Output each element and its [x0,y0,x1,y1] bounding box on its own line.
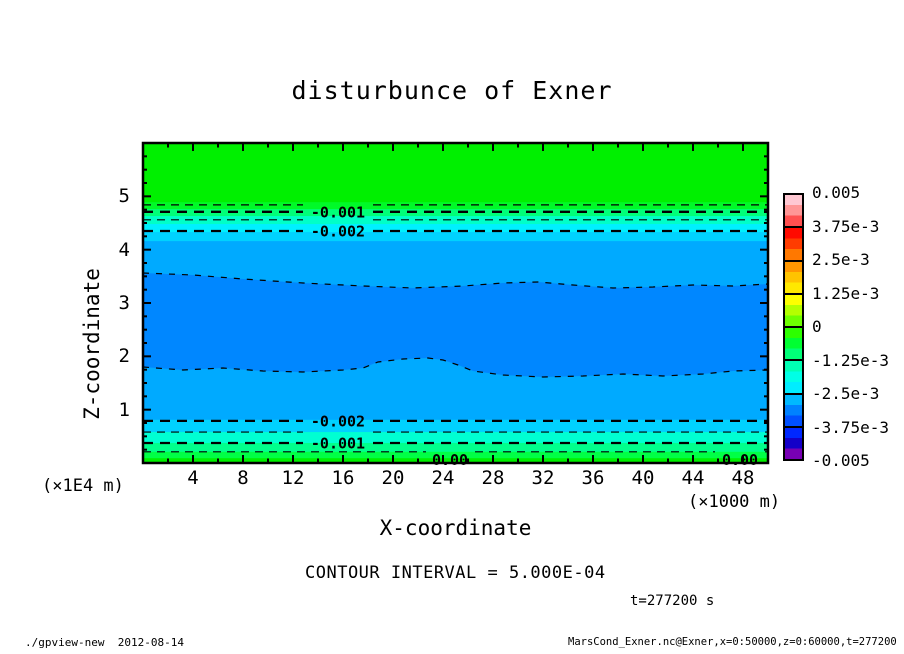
zero-contour-label: 0.00 [721,451,759,469]
contour-band [143,232,768,242]
x-tick-label: 16 [331,467,355,489]
contour-label: -0.001 [310,434,366,453]
z-tick-label: 2 [118,345,130,368]
x-tick-label: 4 [187,467,199,489]
x-axis-label: X-coordinate [379,516,532,540]
z-axis-unit: (×1E4 m) [42,476,124,496]
colorbar-label: -3.75e-3 [812,417,890,437]
colorbar-cell [785,293,802,326]
colorbar-cell [785,359,802,392]
x-tick-label: 44 [681,467,705,489]
colorbar-label: 3.75e-3 [812,216,880,236]
time-text: t=277200 s [630,593,715,609]
colorbar-cell [785,195,802,226]
colorbar-label: 0.005 [812,183,861,202]
contour-label: -0.002 [310,412,366,431]
z-tick-label: 4 [118,238,130,261]
colorbar-cell [785,393,802,426]
z-tick-label: 5 [118,185,130,208]
colorbar-cell [785,326,802,359]
x-tick-label: 24 [431,467,455,489]
footer-command: ./gpview-new 2012-08-14 [25,636,184,649]
x-tick-label: 40 [631,467,655,489]
x-tick-label: 12 [281,467,305,489]
x-tick-label: 28 [481,467,505,489]
contour-band [143,202,768,210]
z-tick-label: 1 [118,398,130,421]
colorbar-label: 0 [812,317,822,336]
colorbar-label: -0.005 [812,451,870,470]
colorbar-label: -1.25e-3 [812,350,890,370]
contour-interval-text: CONTOUR INTERVAL = 5.000E-04 [305,563,606,583]
colorbar-cell [785,226,802,259]
x-tick-label: 36 [581,467,605,489]
z-tick-label: 3 [118,292,130,314]
x-axis-unit: (×1000 m) [688,492,781,512]
x-tick-label: 20 [381,467,405,489]
z-axis-label: Z-coordinate [80,268,104,420]
zero-contour-label: 0.00 [431,451,469,469]
colorbar-cell [785,260,802,293]
colorbar [783,193,804,461]
contour-band [143,143,768,203]
contour-label: -0.001 [310,203,366,222]
contour-plot-svg [143,143,768,469]
plot-title: disturbunce of Exner [291,76,613,105]
colorbar-label: 1.25e-3 [812,283,880,303]
colorbar-label: -2.5e-3 [812,384,880,403]
colorbar-label: 2.5e-3 [812,250,870,269]
x-tick-label: 8 [237,467,249,489]
colorbar-cell [785,426,802,459]
contour-label: -0.002 [310,222,366,241]
contour-plot [143,143,768,469]
x-tick-label: 48 [731,467,755,489]
contour-band-inner [143,273,768,377]
x-tick-label: 32 [531,467,555,489]
footer-dataset: MarsCond_Exner.nc@Exner,x=0:50000,z=0:60000,t=277200 [568,636,897,648]
